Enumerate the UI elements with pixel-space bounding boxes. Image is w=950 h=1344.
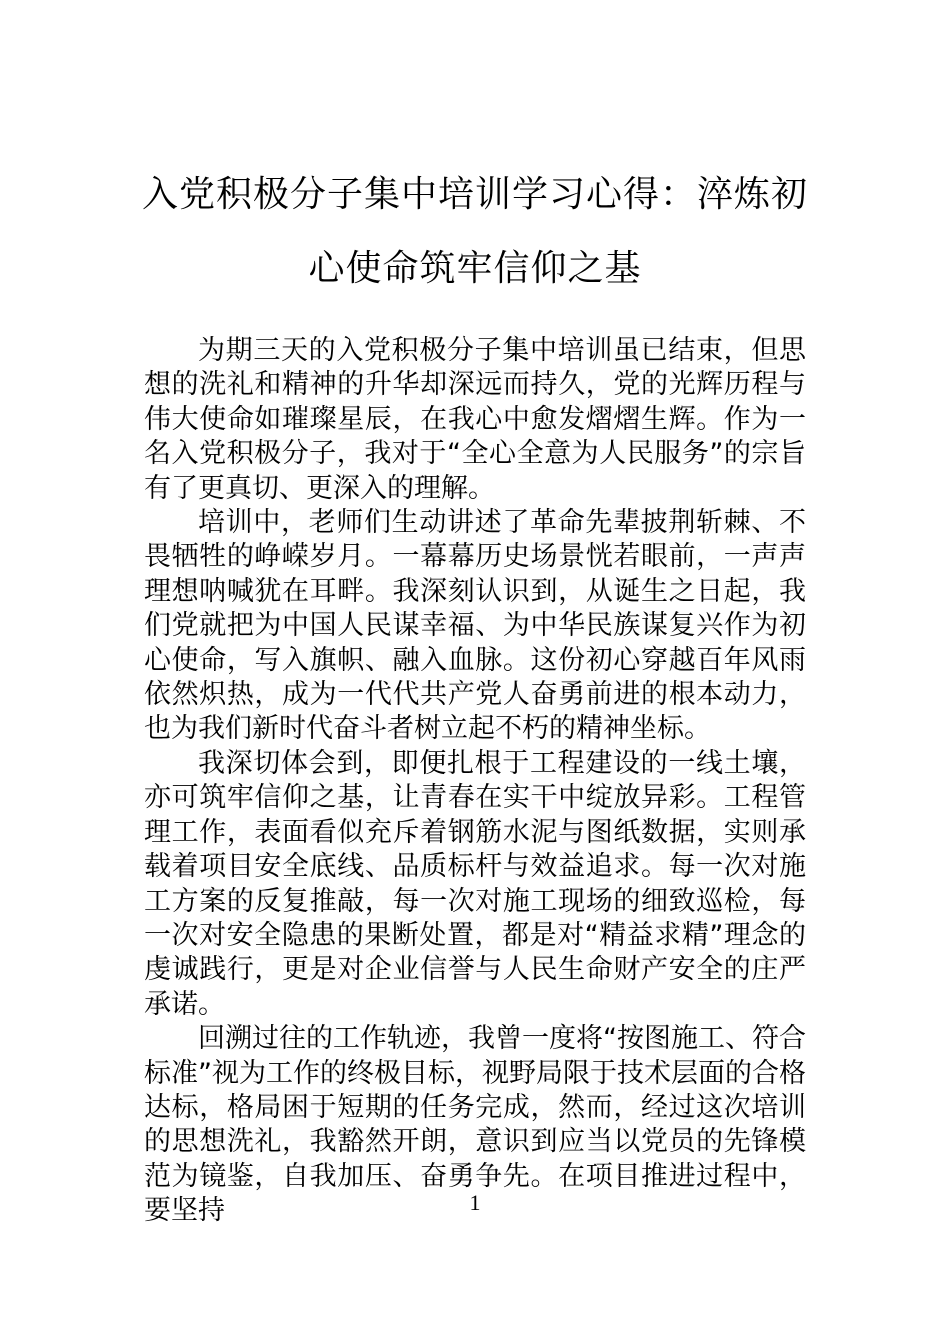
page-number: 1	[469, 1190, 481, 1215]
paragraph: 为期三天的入党积极分子集中培训虽已结束，但思想的洗礼和精神的升华却深远而持久，党的光辉历程与伟大使命如璀璨星辰，在我心中愈发熠熠生辉。作为一名入党积极分子，我对于“全心全意为人民服务”的宗旨有了更真切、更深入的理解。	[144, 335, 806, 504]
paragraph: 培训中，老师们生动讲述了革命先辈披荆斩棘、不畏牺牲的峥嵘岁月。一幕幕历史场景恍若眼前，一声声理想呐喊犹在耳畔。我深刻认识到，从诞生之日起，我们党就把为中国人民谋幸福、为中华民族谋复兴作为初心使命，写入旗帜、融入血脉。这份初心穿越百年风雨依然炽热，成为一代代共产党人奋勇前进的根本动力，也为我们新时代奋斗者树立起不朽的精神坐标。	[144, 507, 806, 745]
document-title: 入党积极分子集中培训学习心得：淬炼初心使命筑牢信仰之基	[141, 174, 808, 289]
paragraph: 回溯过往的工作轨迹，我曾一度将“按图施工、符合标准”视为工作的终极目标，视野局限于技术层面的合格达标，格局困于短期的任务完成，然而，经过这次培训的思想洗礼，我豁然开朗，意识到应当以党员的先锋模范为镜鉴，自我加压、奋勇争先。在项目推进过程中，要坚持	[144, 1023, 806, 1227]
paragraph: 我深切体会到，即便扎根于工程建设的一线土壤，亦可筑牢信仰之基，让青春在实干中绽放异彩。工程管理工作，表面看似充斥着钢筋水泥与图纸数据，实则承载着项目安全底线、品质标杆与效益追求。每一次对施工方案的反复推敲，每一次对施工现场的细致巡检，每一次对安全隐患的果断处置，都是对“精益求精”理念的虔诚践行，更是对企业信誉与人民生命财产安全的庄严承诺。	[144, 747, 806, 1020]
document-body	[144, 334, 806, 1229]
